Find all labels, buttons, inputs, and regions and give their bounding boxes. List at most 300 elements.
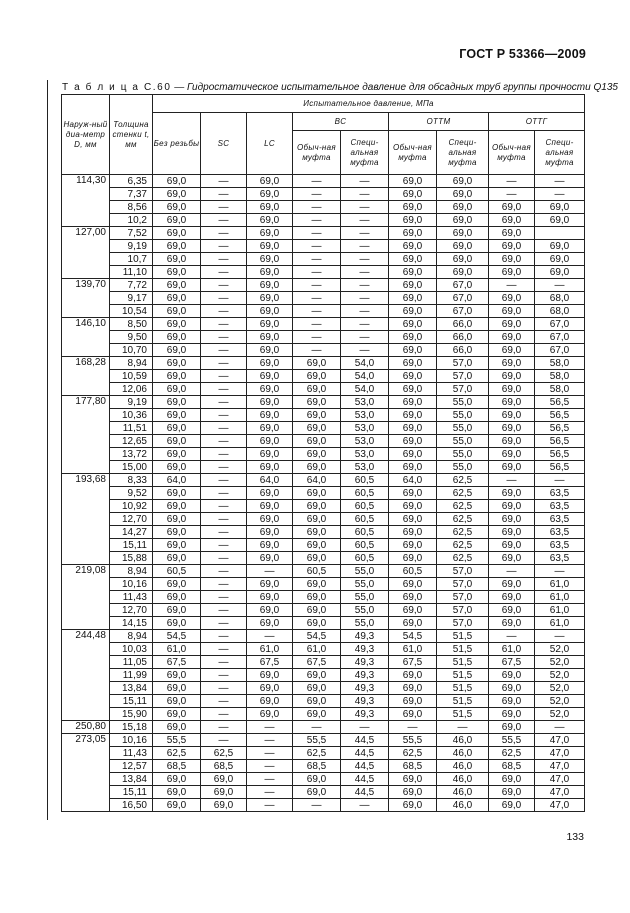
pressure-cell: 69,0 <box>247 201 293 214</box>
pressure-cell: 49,3 <box>341 669 389 682</box>
pressure-cell: 69,0 <box>489 552 535 565</box>
table-row <box>62 227 585 240</box>
pressure-cell: 69,0 <box>247 682 293 695</box>
pressure-cell: 60,5 <box>341 474 389 487</box>
pressure-cell: 46,0 <box>437 773 489 786</box>
pressure-cell: 69,0 <box>489 305 535 318</box>
table-title: — Гидростатическое испытательное давление для обсадных труб группы прочности Q135 <box>171 82 618 93</box>
pressure-cell: 69,0 <box>489 370 535 383</box>
pressure-cell: 69,0 <box>247 318 293 331</box>
pressure-cell: 69,0 <box>489 721 535 734</box>
thickness-cell: 12,70 <box>110 604 153 617</box>
pressure-cell: 69,0 <box>489 578 535 591</box>
pressure-cell: 69,0 <box>153 201 201 214</box>
thickness-cell: 14,15 <box>110 617 153 630</box>
pressure-cell: 53,0 <box>341 409 389 422</box>
pressure-cell: 51,5 <box>437 630 489 643</box>
pressure-cell: 55,5 <box>153 734 201 747</box>
pressure-cell: 69,0 <box>389 708 437 721</box>
pressure-cell: — <box>201 669 247 682</box>
table-row <box>62 734 585 747</box>
pressure-cell: 69,0 <box>535 201 585 214</box>
pressure-cell: 51,5 <box>437 695 489 708</box>
pressure-cell: 69,0 <box>153 331 201 344</box>
pressure-cell: 69,0 <box>247 344 293 357</box>
pressure-cell: 56,5 <box>535 461 585 474</box>
pressure-cell: 69,0 <box>489 682 535 695</box>
pressure-cell: — <box>489 188 535 201</box>
pressure-cell: 67,5 <box>389 656 437 669</box>
pressure-cell: 69,0 <box>153 539 201 552</box>
pressure-cell: — <box>535 630 585 643</box>
table-caption <box>62 82 618 93</box>
pressure-cell: 46,0 <box>437 747 489 760</box>
table-row <box>62 539 585 552</box>
pressure-cell: 69,0 <box>153 500 201 513</box>
pressure-cell: — <box>201 682 247 695</box>
pressure-cell: 69,0 <box>153 279 201 292</box>
pressure-cell: 69,0 <box>247 617 293 630</box>
pressure-cell: 69,0 <box>489 786 535 799</box>
pressure-cell: 57,0 <box>437 591 489 604</box>
pressure-cell: 69,0 <box>247 422 293 435</box>
pressure-cell: 68,5 <box>201 760 247 773</box>
thickness-cell: 9,50 <box>110 331 153 344</box>
pressure-cell: 69,0 <box>293 669 341 682</box>
pressure-cell: 67,5 <box>293 656 341 669</box>
pressure-cell: 69,0 <box>489 331 535 344</box>
pressure-cell: — <box>535 175 585 188</box>
pressure-cell: 69,0 <box>389 266 437 279</box>
pressure-cell: 69,0 <box>489 318 535 331</box>
pressure-cell: — <box>341 214 389 227</box>
diameter-cell: 139,70 <box>62 279 110 318</box>
pressure-cell: — <box>341 318 389 331</box>
pressure-cell: 69,0 <box>389 552 437 565</box>
pressure-cell: 44,5 <box>341 773 389 786</box>
header-lc: LC <box>247 113 293 175</box>
pressure-cell: 61,0 <box>489 643 535 656</box>
document-code: ГОСТ Р 53366—2009 <box>459 47 586 61</box>
pressure-cell: 69,0 <box>389 253 437 266</box>
table-row <box>62 448 585 461</box>
pressure-cell: — <box>201 318 247 331</box>
pressure-cell: 69,0 <box>293 396 341 409</box>
pressure-cell: 69,0 <box>247 266 293 279</box>
table-row <box>62 214 585 227</box>
pressure-cell: 69,0 <box>489 201 535 214</box>
pressure-cell: — <box>535 721 585 734</box>
table-body <box>62 175 585 812</box>
pressure-cell: 69,0 <box>489 539 535 552</box>
thickness-cell: 8,33 <box>110 474 153 487</box>
pressure-cell: — <box>535 188 585 201</box>
pressure-cell: 51,5 <box>437 682 489 695</box>
pressure-cell: 69,0 <box>293 695 341 708</box>
pressure-cell: 69,0 <box>247 253 293 266</box>
pressure-cell: 49,3 <box>341 643 389 656</box>
pressure-cell: 47,0 <box>535 760 585 773</box>
pressure-cell: 69,0 <box>247 383 293 396</box>
pressure-cell: 69,0 <box>389 669 437 682</box>
pressure-cell: 67,5 <box>247 656 293 669</box>
pressure-cell: — <box>201 539 247 552</box>
pressure-cell: — <box>293 266 341 279</box>
thickness-cell: 15,11 <box>110 539 153 552</box>
pressure-cell: 57,0 <box>437 604 489 617</box>
pressure-cell: 62,5 <box>437 474 489 487</box>
pressure-cell: 67,0 <box>437 279 489 292</box>
pressure-cell: — <box>293 292 341 305</box>
pressure-cell: 60,5 <box>341 513 389 526</box>
thickness-cell: 11,05 <box>110 656 153 669</box>
pressure-cell: 69,0 <box>489 461 535 474</box>
pressure-cell: 69,0 <box>293 357 341 370</box>
page-number: 133 <box>566 831 584 843</box>
thickness-cell: 10,16 <box>110 734 153 747</box>
pressure-cell: 69,0 <box>437 188 489 201</box>
table-row <box>62 266 585 279</box>
pressure-cell: — <box>293 227 341 240</box>
pressure-cell: — <box>201 214 247 227</box>
diameter-cell: 168,28 <box>62 357 110 396</box>
pressure-cell: 69,0 <box>489 513 535 526</box>
pressure-cell: — <box>247 747 293 760</box>
pressure-cell: 53,0 <box>341 396 389 409</box>
pressure-cell: 60,5 <box>341 552 389 565</box>
pressure-cell: 69,0 <box>389 214 437 227</box>
pressure-cell: 54,5 <box>389 630 437 643</box>
pressure-cell: 69,0 <box>437 240 489 253</box>
pressure-cell: 69,0 <box>247 292 293 305</box>
pressure-cell: — <box>293 331 341 344</box>
table-row <box>62 721 585 734</box>
pressure-cell: 44,5 <box>341 760 389 773</box>
pressure-cell: — <box>535 565 585 578</box>
pressure-cell: 53,0 <box>341 422 389 435</box>
pressure-cell: 61,0 <box>389 643 437 656</box>
pressure-cell: 69,0 <box>489 422 535 435</box>
pressure-cell: 69,0 <box>153 318 201 331</box>
pressure-cell: 67,0 <box>535 331 585 344</box>
pressure-cell: 69,0 <box>293 526 341 539</box>
pressure-cell: 46,0 <box>437 734 489 747</box>
pressure-cell: 52,0 <box>535 656 585 669</box>
pressure-cell: — <box>201 474 247 487</box>
thickness-cell: 11,10 <box>110 266 153 279</box>
pressure-cell: 69,0 <box>489 604 535 617</box>
pressure-cell: 69,0 <box>153 773 201 786</box>
pressure-cell: — <box>341 279 389 292</box>
diameter-cell: 273,05 <box>62 734 110 812</box>
pressure-cell: 63,5 <box>535 552 585 565</box>
pressure-cell: 67,0 <box>437 292 489 305</box>
thickness-cell: 15,90 <box>110 708 153 721</box>
header-ottm-special: Специ-альная муфта <box>437 131 489 175</box>
pressure-cell: 56,5 <box>535 435 585 448</box>
header-diameter: Наруж-ный диа-метр D, мм <box>62 95 110 175</box>
pressure-cell: — <box>201 292 247 305</box>
pressure-cell: 69,0 <box>389 695 437 708</box>
pressure-cell: 69,0 <box>153 526 201 539</box>
diameter-cell: 219,08 <box>62 565 110 630</box>
pressure-cell: 69,0 <box>247 539 293 552</box>
pressure-cell: 69,0 <box>153 799 201 812</box>
pressure-cell: 69,0 <box>153 357 201 370</box>
thickness-cell: 14,27 <box>110 526 153 539</box>
pressure-cell: 69,0 <box>389 448 437 461</box>
pressure-cell: 54,0 <box>341 357 389 370</box>
pressure-cell: — <box>341 227 389 240</box>
pressure-cell: — <box>293 305 341 318</box>
pressure-cell: 63,5 <box>535 526 585 539</box>
pressure-cell: 62,5 <box>437 513 489 526</box>
thickness-cell: 15,00 <box>110 461 153 474</box>
pressure-cell: 68,0 <box>535 305 585 318</box>
pressure-cell: 69,0 <box>389 305 437 318</box>
pressure-cell: 69,0 <box>437 266 489 279</box>
thickness-cell: 15,18 <box>110 721 153 734</box>
header-ottg: ОТТГ <box>489 113 585 131</box>
thickness-cell: 15,11 <box>110 786 153 799</box>
table-row <box>62 370 585 383</box>
pressure-cell: 51,5 <box>437 656 489 669</box>
pressure-cell: 69,0 <box>437 201 489 214</box>
pressure-cell: — <box>201 513 247 526</box>
pressure-cell: 69,0 <box>389 331 437 344</box>
pressure-cell: 69,0 <box>489 695 535 708</box>
pressure-cell: 49,3 <box>341 682 389 695</box>
pressure-cell: — <box>201 695 247 708</box>
thickness-cell: 13,84 <box>110 682 153 695</box>
pressure-cell: 62,5 <box>201 747 247 760</box>
pressure-cell: 69,0 <box>489 266 535 279</box>
pressure-cell: 61,0 <box>535 604 585 617</box>
pressure-cell: 68,5 <box>293 760 341 773</box>
pressure-cell: 69,0 <box>247 695 293 708</box>
pressure-cell: 69,0 <box>201 786 247 799</box>
pressure-cell: 69,0 <box>153 409 201 422</box>
pressure-cell: 44,5 <box>341 734 389 747</box>
pressure-cell: — <box>247 565 293 578</box>
thickness-cell: 9,17 <box>110 292 153 305</box>
pressure-cell: — <box>201 331 247 344</box>
table-row <box>62 786 585 799</box>
pressure-cell: 47,0 <box>535 786 585 799</box>
pressure-cell: — <box>201 409 247 422</box>
table-row <box>62 409 585 422</box>
pressure-cell: — <box>247 786 293 799</box>
table-row <box>62 526 585 539</box>
pressure-cell: — <box>201 591 247 604</box>
pressure-cell: 60,5 <box>341 500 389 513</box>
thickness-cell: 10,54 <box>110 305 153 318</box>
pressure-cell: 69,0 <box>293 383 341 396</box>
pressure-cell: 69,0 <box>153 253 201 266</box>
pressure-cell: 69,0 <box>489 383 535 396</box>
pressure-cell: 69,0 <box>389 422 437 435</box>
header-ottm-regular: Обыч-ная муфта <box>389 131 437 175</box>
pressure-cell: 49,3 <box>341 695 389 708</box>
table-row <box>62 643 585 656</box>
thickness-cell: 10,7 <box>110 253 153 266</box>
pressure-cell: — <box>247 773 293 786</box>
pressure-cell: 55,5 <box>389 734 437 747</box>
pressure-cell: — <box>247 760 293 773</box>
table-row <box>62 279 585 292</box>
pressure-cell: 69,0 <box>389 617 437 630</box>
pressure-cell: — <box>201 578 247 591</box>
pressure-cell: 69,0 <box>247 396 293 409</box>
header-sc: SC <box>201 113 247 175</box>
pressure-cell: 60,5 <box>293 565 341 578</box>
pressure-cell: 69,0 <box>247 214 293 227</box>
table-row <box>62 565 585 578</box>
pressure-cell: 69,0 <box>535 214 585 227</box>
pressure-cell: 66,0 <box>437 344 489 357</box>
pressure-cell: — <box>201 604 247 617</box>
pressure-cell: 63,5 <box>535 539 585 552</box>
pressure-cell: 69,0 <box>153 682 201 695</box>
pressure-cell: 60,5 <box>341 526 389 539</box>
pressure-cell: 69,0 <box>489 409 535 422</box>
pressure-cell: 55,0 <box>341 578 389 591</box>
pressure-cell: 69,0 <box>247 409 293 422</box>
pressure-cell: 67,5 <box>153 656 201 669</box>
pressure-cell: — <box>201 435 247 448</box>
pressure-cell: — <box>341 240 389 253</box>
pressure-cell: 69,0 <box>153 227 201 240</box>
pressure-cell: 69,0 <box>153 487 201 500</box>
table-row <box>62 760 585 773</box>
pressure-cell: 69,0 <box>247 435 293 448</box>
pressure-cell: — <box>341 799 389 812</box>
pressure-cell: 69,0 <box>489 435 535 448</box>
pressure-cell: 69,0 <box>293 578 341 591</box>
table-row <box>62 240 585 253</box>
pressure-cell: 49,3 <box>341 656 389 669</box>
pressure-cell: 69,0 <box>247 357 293 370</box>
pressure-cell: 69,0 <box>389 435 437 448</box>
pressure-cell: 69,0 <box>153 552 201 565</box>
pressure-cell: 67,5 <box>489 656 535 669</box>
header-no-thread: Без резьбы <box>153 113 201 175</box>
thickness-cell: 11,51 <box>110 422 153 435</box>
pressure-cell: 69,0 <box>389 292 437 305</box>
pressure-cell: 44,5 <box>341 747 389 760</box>
pressure-cell: 69,0 <box>489 214 535 227</box>
pressure-cell: 62,5 <box>389 747 437 760</box>
pressure-cell: 61,0 <box>247 643 293 656</box>
pressure-cell: 69,0 <box>489 253 535 266</box>
pressure-cell: — <box>293 240 341 253</box>
pressure-cell: 69,0 <box>153 422 201 435</box>
pressure-cell: 69,0 <box>389 188 437 201</box>
pressure-cell: — <box>201 656 247 669</box>
pressure-cell: 69,0 <box>293 682 341 695</box>
pressure-cell: — <box>389 721 437 734</box>
pressure-cell: 69,0 <box>389 786 437 799</box>
table-row <box>62 669 585 682</box>
pressure-cell: 68,5 <box>153 760 201 773</box>
pressure-cell: 69,0 <box>153 695 201 708</box>
pressure-cell: — <box>341 266 389 279</box>
pressure-cell: — <box>201 617 247 630</box>
table-row <box>62 682 585 695</box>
pressure-cell: — <box>201 253 247 266</box>
pressure-cell: 55,5 <box>293 734 341 747</box>
pressure-cell: 69,0 <box>153 305 201 318</box>
pressure-cell: 64,0 <box>247 474 293 487</box>
pressure-cell: 69,0 <box>293 604 341 617</box>
pressure-cell: 69,0 <box>247 370 293 383</box>
pressure-cell: 69,0 <box>293 773 341 786</box>
header-bc-regular: Обыч-ная муфта <box>293 131 341 175</box>
table-row <box>62 435 585 448</box>
pressure-cell: 69,0 <box>153 721 201 734</box>
pressure-cell: 51,5 <box>437 708 489 721</box>
pressure-cell: 69,0 <box>153 669 201 682</box>
thickness-cell: 12,65 <box>110 435 153 448</box>
pressure-cell: 69,0 <box>489 500 535 513</box>
pressure-cell: 69,0 <box>489 240 535 253</box>
pressure-cell: 69,0 <box>247 578 293 591</box>
table-row <box>62 617 585 630</box>
pressure-cell: 69,0 <box>153 370 201 383</box>
pressure-cell: 69,0 <box>153 188 201 201</box>
pressure-cell: 69,0 <box>247 227 293 240</box>
pressure-cell: 62,5 <box>489 747 535 760</box>
pressure-cell: 56,5 <box>535 448 585 461</box>
pressure-cell: 61,0 <box>535 591 585 604</box>
pressure-cell: 51,5 <box>437 643 489 656</box>
pressure-cell: 55,0 <box>341 591 389 604</box>
pressure-cell: 69,0 <box>247 669 293 682</box>
pressure-cell: 62,5 <box>293 747 341 760</box>
pressure-cell: 53,0 <box>341 461 389 474</box>
pressure-cell: 49,3 <box>341 708 389 721</box>
pressure-cell: 58,0 <box>535 370 585 383</box>
pressure-cell: 69,0 <box>153 448 201 461</box>
pressure-cell: — <box>201 240 247 253</box>
pressure-cell: 69,0 <box>153 435 201 448</box>
pressure-cell: — <box>201 422 247 435</box>
pressure-cell: 55,0 <box>437 396 489 409</box>
pressure-cell: — <box>293 253 341 266</box>
pressure-cell: 55,0 <box>437 448 489 461</box>
pressure-cell: 62,5 <box>437 539 489 552</box>
table-row <box>62 253 585 266</box>
table-row <box>62 344 585 357</box>
table-row <box>62 630 585 643</box>
pressure-cell: 69,0 <box>153 383 201 396</box>
pressure-cell: 69,0 <box>247 552 293 565</box>
pressure-cell: 69,0 <box>389 799 437 812</box>
pressure-cell: 69,0 <box>437 175 489 188</box>
pressure-cell: 69,0 <box>293 591 341 604</box>
pressure-cell: 69,0 <box>389 682 437 695</box>
pressure-cell: 69,0 <box>489 344 535 357</box>
pressure-cell: — <box>201 266 247 279</box>
pressure-cell: 55,0 <box>437 435 489 448</box>
pressure-cell: — <box>293 201 341 214</box>
pressure-cell: 54,0 <box>341 383 389 396</box>
pressure-cell: 69,0 <box>389 227 437 240</box>
pressure-cell: 69,0 <box>247 708 293 721</box>
pressure-cell: — <box>201 305 247 318</box>
pressure-cell: 55,0 <box>341 565 389 578</box>
pressure-cell: — <box>201 344 247 357</box>
